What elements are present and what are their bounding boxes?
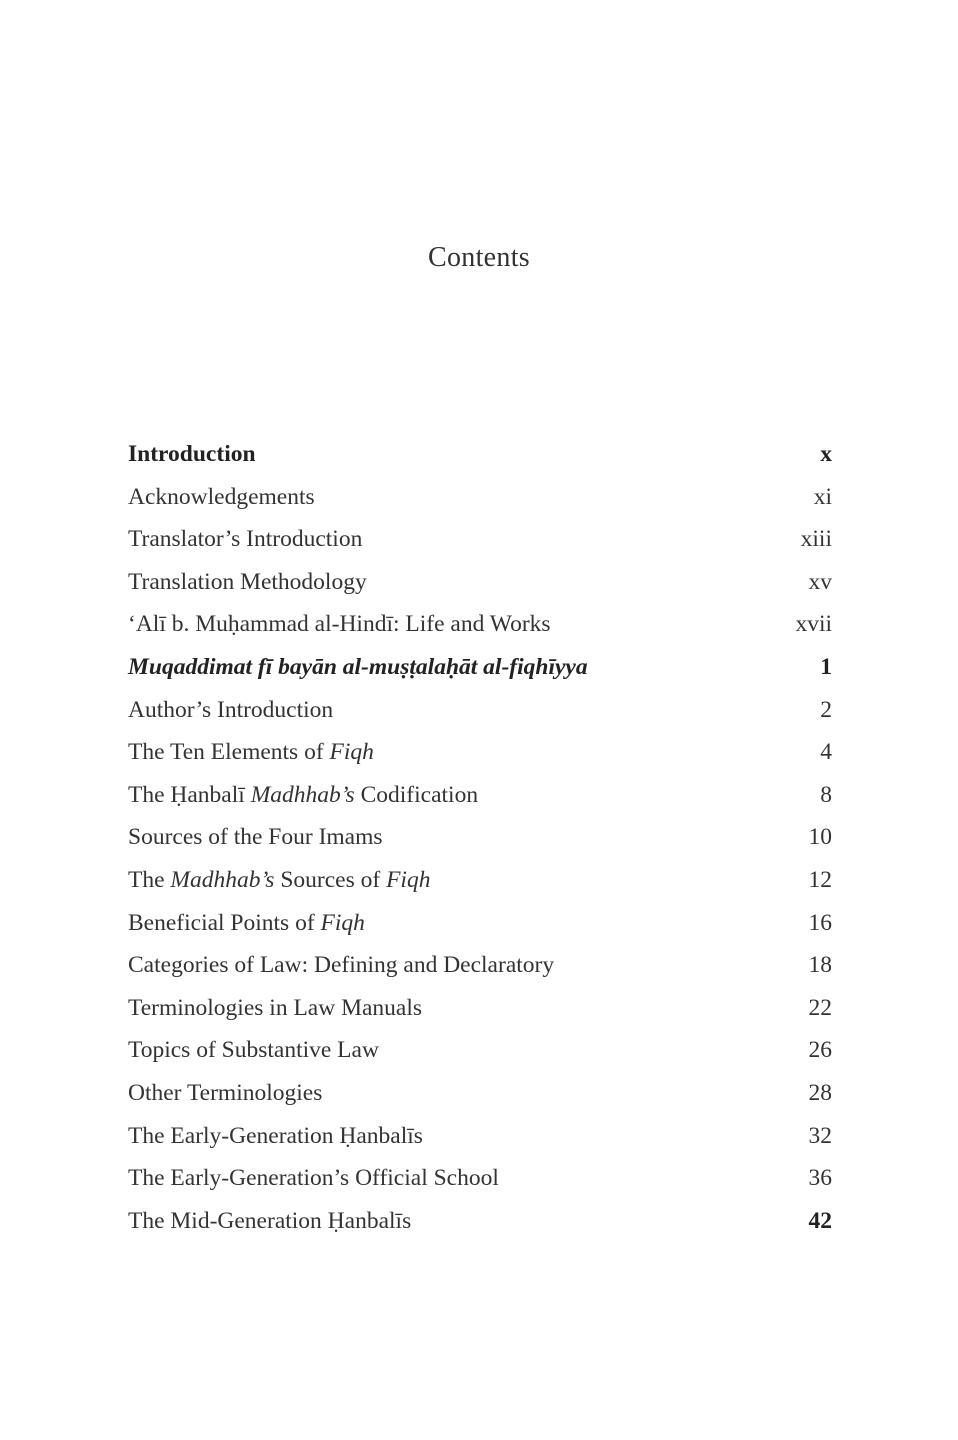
toc-entry-categories-of-law[interactable] [128,944,832,987]
toc-entry-muqaddimat[interactable] [128,646,832,689]
toc-entry-page: 42 [808,1207,832,1234]
toc-entry-page: xv [808,568,832,595]
toc-entry-life-and-works[interactable] [128,603,832,646]
toc-entry-label: Acknowledgements [128,483,315,510]
toc-entry-label: The Ḥanbalī Madhhab’s Codification [128,781,479,808]
toc-entry-label: Author’s Introduction [128,696,334,723]
toc-entry-page: 4 [820,739,832,766]
toc-entry-acknowledgements[interactable] [128,476,832,519]
toc-entry-madhhab-codification[interactable] [128,774,832,817]
toc-entry-introduction[interactable] [128,433,832,476]
toc-entry-label: The Early-Generation’s Official School [128,1165,499,1192]
toc-entry-page: 8 [820,781,832,808]
toc-entry-topics-substantive-law[interactable] [128,1029,832,1072]
toc-entry-label: The Mid-Generation Ḥanbalīs [128,1207,412,1234]
toc-entry-translation-methodology[interactable] [128,561,832,604]
toc-entry-page: 26 [808,1037,832,1064]
toc-entry-beneficial-points[interactable] [128,902,832,945]
toc-entry-translators-introduction[interactable] [128,518,832,561]
toc-entry-early-generation-official-school[interactable] [128,1157,832,1200]
toc-entry-sources-four-imams[interactable] [128,816,832,859]
toc-entry-page: 16 [808,909,832,936]
toc-entry-label: Categories of Law: Defining and Declaratory [128,952,555,979]
toc-entry-other-terminologies[interactable] [128,1072,832,1115]
toc-entry-page: xvii [795,611,832,638]
toc-entry-page: 10 [808,824,832,851]
toc-entry-label: Sources of the Four Imams [128,824,383,851]
toc-entry-label: Beneficial Points of Fiqh [128,909,365,936]
page-title: Contents [428,242,530,273]
toc-entry-ten-elements-of-fiqh[interactable] [128,731,832,774]
toc-entry-madhhab-sources-of-fiqh[interactable] [128,859,832,902]
toc-entry-page: xi [813,483,832,510]
toc-entry-label: The Early-Generation Ḥanbalīs [128,1122,423,1149]
toc-entry-label: Introduction [128,441,256,467]
toc-entry-page: 1 [820,653,832,680]
toc-entry-authors-introduction[interactable] [128,689,832,732]
toc-entry-label: Topics of Substantive Law [128,1037,379,1064]
toc-entry-label: Translator’s Introduction [128,526,363,553]
toc-entry-label: The Ten Elements of Fiqh [128,739,374,766]
toc-entry-label: Muqaddimat fī bayān al-muṣṭalaḥāt al-fiqhīyya [128,653,588,680]
toc-entry-mid-generation-hanbalis[interactable] [128,1200,832,1243]
toc-entry-label: The Madhhab’s Sources of Fiqh [128,866,431,893]
toc-entry-page: 2 [820,696,832,723]
toc-entry-page: 12 [808,866,832,893]
toc-entry-page: xiii [800,526,832,553]
toc-entry-early-generation-hanbalis[interactable] [128,1115,832,1158]
toc-entry-label: Other Terminologies [128,1079,323,1106]
toc-entry-terminologies-law-manuals[interactable] [128,987,832,1030]
toc-entry-page: 28 [808,1079,832,1106]
toc-entry-page: 18 [808,952,832,979]
toc-entry-label: Terminologies in Law Manuals [128,994,423,1021]
toc-entry-page: x [820,441,832,467]
toc-entry-page: 32 [808,1122,832,1149]
table-of-contents [128,433,832,1242]
toc-entry-label: ‘Alī b. Muḥammad al-Hindī: Life and Works [128,611,551,638]
toc-entry-page: 22 [808,994,832,1021]
toc-entry-page: 36 [808,1165,832,1192]
toc-entry-label: Translation Methodology [128,568,367,595]
